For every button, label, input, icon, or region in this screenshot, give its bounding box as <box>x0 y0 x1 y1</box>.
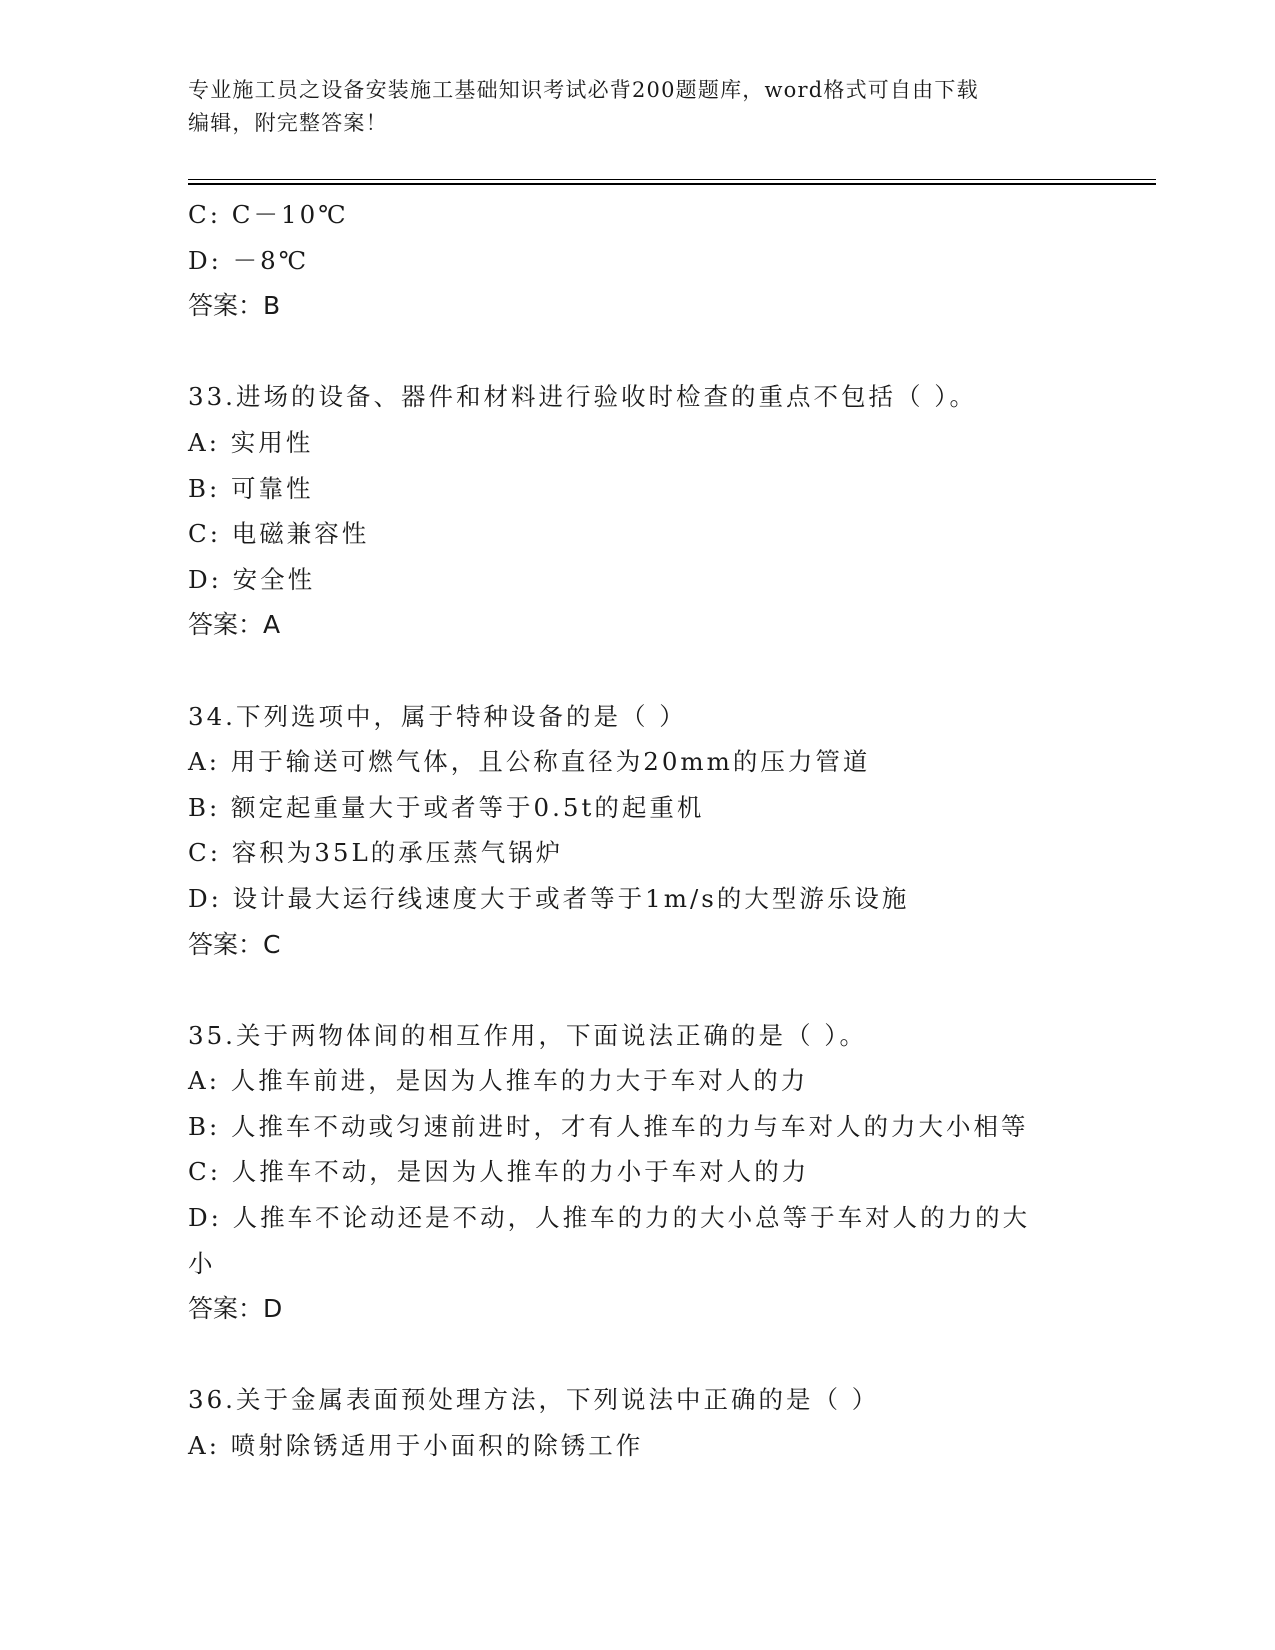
option-c: C: 容积为35L的承压蒸气锅炉 <box>188 838 564 868</box>
question-stem: 36.关于金属表面预处理方法，下列说法中正确的是（ ） <box>188 1385 880 1415</box>
question-stem: 34.下列选项中，属于特种设备的是（ ） <box>188 701 687 731</box>
header-line-2: 编辑，附完整答案！ <box>188 111 388 135</box>
question-stem: 33.进场的设备、器件和材料进行验收时检查的重点不包括（ ）。 <box>188 382 977 412</box>
question-block-32-tail <box>188 192 1088 329</box>
option-b: B: 人推车不动或匀速前进时，才有人推车的力与车对人的力大小相等 <box>188 1111 1029 1141</box>
option-c: C: 人推车不动，是因为人推车的力小于车对人的力 <box>188 1157 810 1187</box>
header-line-1: 专业施工员之设备安装施工基础知识考试必背200题题库，word格式可自由下载 <box>188 78 979 102</box>
answer-line: 答案：C <box>188 929 281 959</box>
spacer <box>188 967 1088 1013</box>
option-a: A: 实用性 <box>188 427 314 457</box>
question-list <box>188 192 1088 1469</box>
option-a: A: 用于输送可燃气体，且公称直径为20mm的压力管道 <box>188 747 871 777</box>
question-block-33 <box>188 374 1088 648</box>
answer-line: 答案：B <box>188 291 281 321</box>
option-d: D: －8℃ <box>188 245 310 275</box>
spacer <box>188 1332 1088 1378</box>
option-d-continued: 小 <box>188 1248 216 1278</box>
spacer <box>188 329 1088 375</box>
option-a: A: 人推车前进，是因为人推车的力大于车对人的力 <box>188 1066 809 1096</box>
question-block-36 <box>188 1377 1088 1468</box>
option-d: D: 人推车不论动还是不动，人推车的力的大小总等于车对人的力的大 <box>188 1203 1031 1233</box>
option-d: D: 设计最大运行线速度大于或者等于1m/s的大型游乐设施 <box>188 883 910 913</box>
header-divider-thick <box>188 183 1156 185</box>
option-c: C: 电磁兼容性 <box>188 519 370 549</box>
option-b: B: 额定起重量大于或者等于0.5t的起重机 <box>188 792 705 822</box>
question-block-35 <box>188 1013 1088 1332</box>
document-header <box>188 74 1088 140</box>
spacer <box>188 648 1088 694</box>
answer-line: 答案：A <box>188 610 281 640</box>
header-divider-thin <box>188 179 1156 180</box>
option-c: C: C－10℃ <box>188 200 349 229</box>
question-block-34 <box>188 694 1088 968</box>
option-a: A: 喷射除锈适用于小面积的除锈工作 <box>188 1431 644 1461</box>
answer-line: 答案：D <box>188 1294 283 1324</box>
option-b: B: 可靠性 <box>188 473 314 503</box>
question-stem: 35.关于两物体间的相互作用，下面说法正确的是（ ）。 <box>188 1020 867 1050</box>
option-d: D: 安全性 <box>188 564 316 594</box>
